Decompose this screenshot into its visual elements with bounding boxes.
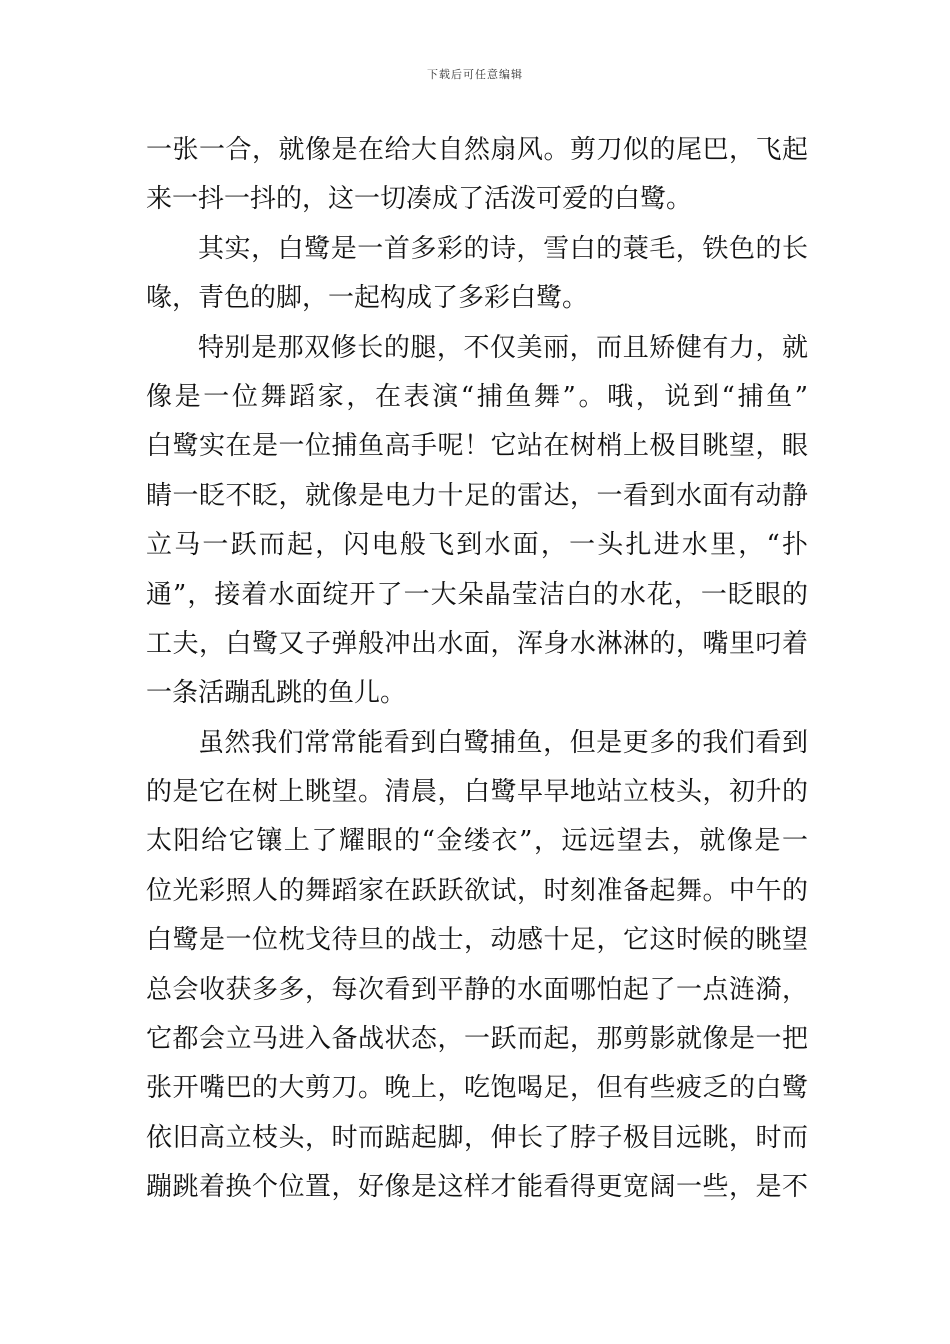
text-line: 睛一眨不眨，就像是电力十足的雷达，一看到水面有动静 bbox=[146, 480, 808, 511]
text-line: 虽然我们常常能看到白鹭捕鱼，但是更多的我们看到 bbox=[198, 727, 808, 758]
text-line: 位光彩照人的舞蹈家在跃跃欲试，时刻准备起舞。中午的 bbox=[146, 875, 808, 906]
page-header: 下载后可任意编辑 bbox=[427, 68, 523, 81]
text-line: 工夫，白鹭又子弹般冲出水面，浑身水淋淋的，嘴里叼着 bbox=[146, 628, 808, 659]
text-line: 张开嘴巴的大剪刀。晚上，吃饱喝足，但有些疲乏的白鹭 bbox=[146, 1073, 808, 1104]
body-text bbox=[146, 126, 808, 1213]
text-line: 像是一位舞蹈家，在表演“捕鱼舞”。哦，说到“捕鱼” bbox=[146, 381, 808, 412]
text-line: 白鹭实在是一位捕鱼高手呢！它站在树梢上极目眺望，眼 bbox=[146, 431, 808, 462]
text-line: 立马一跃而起，闪电般飞到水面，一头扎进水里，“扑 bbox=[146, 530, 808, 561]
text-line: 它都会立马进入备战状态，一跃而起，那剪影就像是一把 bbox=[146, 1024, 808, 1055]
text-line: 总会收获多多，每次看到平静的水面哪怕起了一点涟漪， bbox=[146, 974, 808, 1005]
text-line: 特别是那双修长的腿，不仅美丽，而且矫健有力，就 bbox=[198, 332, 808, 363]
text-line: 白鹭是一位枕戈待旦的战士，动感十足，它这时候的眺望 bbox=[146, 925, 808, 956]
text-line: 太阳给它镶上了耀眼的“金缕衣”，远远望去，就像是一 bbox=[146, 826, 808, 857]
text-line: 喙，青色的脚，一起构成了多彩白鹭。 bbox=[146, 283, 589, 314]
text-line: 一条活蹦乱跳的鱼儿。 bbox=[146, 678, 407, 709]
text-line: 依旧高立枝头，时而踮起脚，伸长了脖子极目远眺，时而 bbox=[146, 1122, 808, 1153]
text-line: 的是它在树上眺望。清晨，白鹭早早地站立枝头，初升的 bbox=[146, 777, 808, 808]
text-line: 来一抖一抖的，这一切凑成了活泼可爱的白鹭。 bbox=[146, 184, 693, 215]
text-line: 蹦跳着换个位置，好像是这样才能看得更宽阔一些，是不 bbox=[146, 1172, 808, 1203]
text-line: 通”，接着水面绽开了一大朵晶莹洁白的水花，一眨眼的 bbox=[146, 579, 808, 610]
text-line: 一张一合，就像是在给大自然扇风。剪刀似的尾巴，飞起 bbox=[146, 135, 808, 165]
text-line: 其实，白鹭是一首多彩的诗，雪白的蓑毛，铁色的长 bbox=[198, 233, 808, 264]
